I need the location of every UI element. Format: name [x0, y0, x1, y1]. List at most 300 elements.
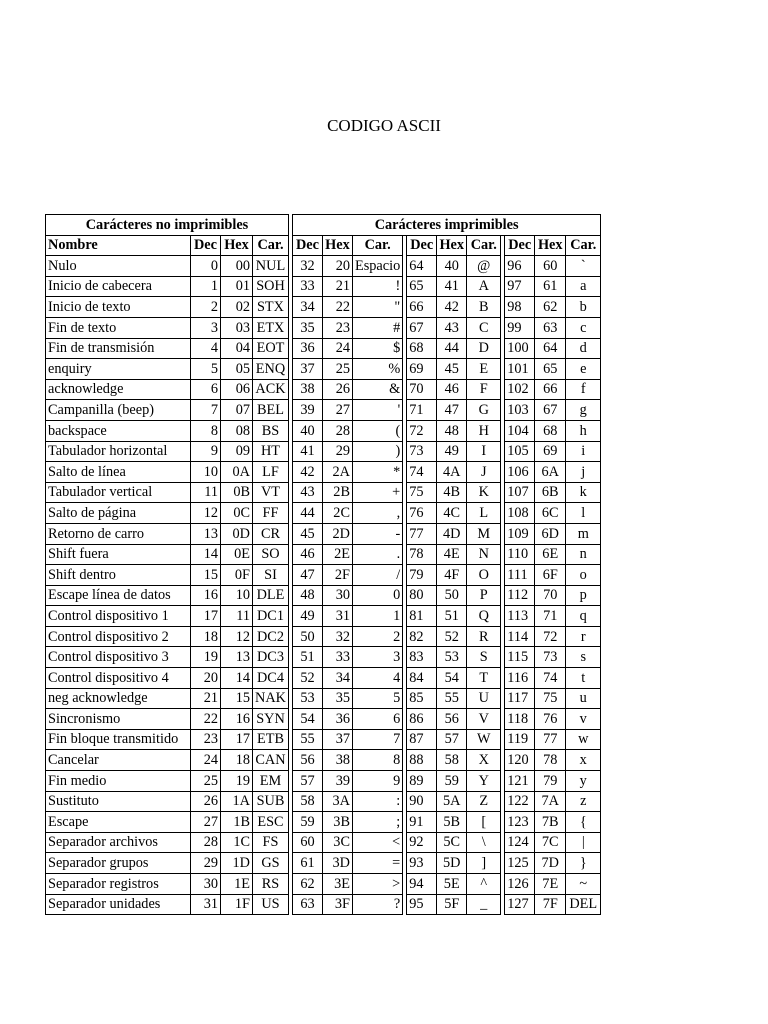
hex-cell: 0A — [221, 462, 253, 483]
control-name-cell: Separador archivos — [46, 832, 191, 853]
dec-cell: 23 — [191, 729, 221, 750]
hex-cell: 4C — [437, 503, 467, 524]
char-cell: } — [566, 853, 601, 874]
char-cell: z — [566, 791, 601, 812]
hex-cell: 33 — [322, 647, 352, 668]
char-cell: ESC — [253, 812, 289, 833]
hex-cell: 5D — [437, 853, 467, 874]
char-cell: A — [467, 276, 501, 297]
dec-cell: 62 — [292, 874, 322, 895]
dec-cell: 28 — [191, 832, 221, 853]
dec-cell: 60 — [292, 832, 322, 853]
dec-cell: 102 — [505, 379, 535, 400]
table-row — [46, 626, 601, 647]
dec-cell: 116 — [505, 668, 535, 689]
hex-cell: 59 — [437, 771, 467, 792]
dec-cell: 37 — [292, 359, 322, 380]
char-cell: SYN — [253, 709, 289, 730]
hex-cell: 55 — [437, 688, 467, 709]
hex-cell: 1C — [221, 832, 253, 853]
dec-cell: 107 — [505, 482, 535, 503]
char-cell: y — [566, 771, 601, 792]
char-cell: O — [467, 565, 501, 586]
control-name-cell: Escape línea de datos — [46, 585, 191, 606]
control-name-cell: Shift fuera — [46, 544, 191, 565]
hex-cell: 65 — [535, 359, 566, 380]
hex-cell: 3C — [322, 832, 352, 853]
char-cell: B — [467, 297, 501, 318]
char-cell: E — [467, 359, 501, 380]
hex-cell: 68 — [535, 420, 566, 441]
table-row — [46, 709, 601, 730]
char-cell: L — [467, 503, 501, 524]
hex-cell: 30 — [322, 585, 352, 606]
char-cell: $ — [352, 338, 402, 359]
char-cell: # — [352, 317, 402, 338]
control-name-cell: Salto de línea — [46, 462, 191, 483]
hex-cell: 20 — [322, 256, 352, 277]
dec-cell: 6 — [191, 379, 221, 400]
hex-cell: 02 — [221, 297, 253, 318]
hex-cell: 78 — [535, 750, 566, 771]
header-car: Car. — [253, 235, 289, 256]
dec-cell: 68 — [407, 338, 437, 359]
char-cell: K — [467, 482, 501, 503]
dec-cell: 31 — [191, 894, 221, 915]
hex-cell: 35 — [322, 688, 352, 709]
hex-cell: 3B — [322, 812, 352, 833]
dec-cell: 70 — [407, 379, 437, 400]
dec-cell: 109 — [505, 523, 535, 544]
hex-cell: 4A — [437, 462, 467, 483]
dec-cell: 96 — [505, 256, 535, 277]
hex-cell: 18 — [221, 750, 253, 771]
hex-cell: 25 — [322, 359, 352, 380]
char-cell: Y — [467, 771, 501, 792]
control-name-cell: acknowledge — [46, 379, 191, 400]
dec-cell: 108 — [505, 503, 535, 524]
char-cell: * — [352, 462, 402, 483]
char-cell: q — [566, 606, 601, 627]
hex-cell: 3F — [322, 894, 352, 915]
dec-cell: 24 — [191, 750, 221, 771]
control-name-cell: Fin de texto — [46, 317, 191, 338]
table-row — [46, 420, 601, 441]
hex-cell: 5A — [437, 791, 467, 812]
dec-cell: 39 — [292, 400, 322, 421]
hex-cell: 76 — [535, 709, 566, 730]
dec-cell: 76 — [407, 503, 437, 524]
dec-cell: 86 — [407, 709, 437, 730]
table-row — [46, 750, 601, 771]
hex-cell: 6F — [535, 565, 566, 586]
hex-cell: 36 — [322, 709, 352, 730]
char-cell: SI — [253, 565, 289, 586]
header-hex: Hex — [535, 235, 566, 256]
char-cell: @ — [467, 256, 501, 277]
table-row — [46, 668, 601, 689]
dec-cell: 9 — [191, 441, 221, 462]
dec-cell: 11 — [191, 482, 221, 503]
char-cell: U — [467, 688, 501, 709]
char-cell: ! — [352, 276, 402, 297]
char-cell: & — [352, 379, 402, 400]
char-cell: n — [566, 544, 601, 565]
char-cell: D — [467, 338, 501, 359]
control-name-cell: Cancelar — [46, 750, 191, 771]
hex-cell: 38 — [322, 750, 352, 771]
char-cell: P — [467, 585, 501, 606]
dec-cell: 0 — [191, 256, 221, 277]
dec-cell: 46 — [292, 544, 322, 565]
dec-cell: 103 — [505, 400, 535, 421]
char-cell: : — [352, 791, 402, 812]
char-cell: ] — [467, 853, 501, 874]
char-cell: V — [467, 709, 501, 730]
char-cell: ^ — [467, 874, 501, 895]
control-name-cell: Separador unidades — [46, 894, 191, 915]
table-row — [46, 894, 601, 915]
control-name-cell: Control dispositivo 4 — [46, 668, 191, 689]
char-cell: DC4 — [253, 668, 289, 689]
table-row — [46, 853, 601, 874]
hex-cell: 05 — [221, 359, 253, 380]
hex-cell: 4B — [437, 482, 467, 503]
char-cell: " — [352, 297, 402, 318]
dec-cell: 12 — [191, 503, 221, 524]
hex-cell: 7A — [535, 791, 566, 812]
hex-cell: 60 — [535, 256, 566, 277]
char-cell: c — [566, 317, 601, 338]
char-cell: SUB — [253, 791, 289, 812]
char-cell: Espacio — [352, 256, 402, 277]
char-cell: CAN — [253, 750, 289, 771]
hex-cell: 09 — [221, 441, 253, 462]
dec-cell: 48 — [292, 585, 322, 606]
dec-cell: 1 — [191, 276, 221, 297]
char-cell: T — [467, 668, 501, 689]
hex-cell: 34 — [322, 668, 352, 689]
dec-cell: 53 — [292, 688, 322, 709]
char-cell: p — [566, 585, 601, 606]
dec-cell: 72 — [407, 420, 437, 441]
table-row — [46, 874, 601, 895]
dec-cell: 22 — [191, 709, 221, 730]
dec-cell: 121 — [505, 771, 535, 792]
char-cell: US — [253, 894, 289, 915]
char-cell: S — [467, 647, 501, 668]
char-cell: 9 — [352, 771, 402, 792]
char-cell: e — [566, 359, 601, 380]
char-cell: ETB — [253, 729, 289, 750]
hex-cell: 67 — [535, 400, 566, 421]
hex-cell: 3D — [322, 853, 352, 874]
dec-cell: 71 — [407, 400, 437, 421]
header-dec: Dec — [407, 235, 437, 256]
hex-cell: 12 — [221, 626, 253, 647]
hex-cell: 2F — [322, 565, 352, 586]
dec-cell: 2 — [191, 297, 221, 318]
hex-cell: 06 — [221, 379, 253, 400]
char-cell: DC1 — [253, 606, 289, 627]
page-title: CODIGO ASCII — [327, 116, 441, 135]
char-cell: ? — [352, 894, 402, 915]
char-cell: ; — [352, 812, 402, 833]
dec-cell: 81 — [407, 606, 437, 627]
char-cell: 8 — [352, 750, 402, 771]
hex-cell: 71 — [535, 606, 566, 627]
dec-cell: 104 — [505, 420, 535, 441]
hex-cell: 6E — [535, 544, 566, 565]
table-row — [46, 832, 601, 853]
hex-cell: 29 — [322, 441, 352, 462]
hex-cell: 24 — [322, 338, 352, 359]
header-name: Nombre — [46, 235, 191, 256]
char-cell: x — [566, 750, 601, 771]
char-cell: r — [566, 626, 601, 647]
hex-cell: 50 — [437, 585, 467, 606]
char-cell: Z — [467, 791, 501, 812]
char-cell: 0 — [352, 585, 402, 606]
char-cell: N — [467, 544, 501, 565]
char-cell: / — [352, 565, 402, 586]
char-cell: FF — [253, 503, 289, 524]
char-cell: ' — [352, 400, 402, 421]
control-name-cell: Retorno de carro — [46, 523, 191, 544]
table-row — [46, 359, 601, 380]
dec-cell: 25 — [191, 771, 221, 792]
hex-cell: 15 — [221, 688, 253, 709]
hex-cell: 58 — [437, 750, 467, 771]
hex-cell: 6A — [535, 462, 566, 483]
dec-cell: 94 — [407, 874, 437, 895]
char-cell: BEL — [253, 400, 289, 421]
char-cell: - — [352, 523, 402, 544]
control-name-cell: Fin medio — [46, 771, 191, 792]
hex-cell: 01 — [221, 276, 253, 297]
table-row — [46, 276, 601, 297]
hex-cell: 79 — [535, 771, 566, 792]
control-name-cell: Separador registros — [46, 874, 191, 895]
hex-cell: 43 — [437, 317, 467, 338]
dec-cell: 100 — [505, 338, 535, 359]
hex-cell: 56 — [437, 709, 467, 730]
dec-cell: 56 — [292, 750, 322, 771]
hex-cell: 0F — [221, 565, 253, 586]
control-name-cell: Control dispositivo 1 — [46, 606, 191, 627]
hex-cell: 13 — [221, 647, 253, 668]
hex-cell: 1F — [221, 894, 253, 915]
dec-cell: 123 — [505, 812, 535, 833]
dec-cell: 13 — [191, 523, 221, 544]
hex-cell: 2B — [322, 482, 352, 503]
char-cell: 3 — [352, 647, 402, 668]
hex-cell: 64 — [535, 338, 566, 359]
table-row — [46, 729, 601, 750]
hex-cell: 04 — [221, 338, 253, 359]
hex-cell: 28 — [322, 420, 352, 441]
dec-cell: 27 — [191, 812, 221, 833]
hex-cell: 53 — [437, 647, 467, 668]
header-hex: Hex — [322, 235, 352, 256]
char-cell: EM — [253, 771, 289, 792]
hex-cell: 1A — [221, 791, 253, 812]
table-row — [46, 317, 601, 338]
char-cell: GS — [253, 853, 289, 874]
hex-cell: 11 — [221, 606, 253, 627]
hex-cell: 1E — [221, 874, 253, 895]
control-name-cell: enquiry — [46, 359, 191, 380]
char-cell: % — [352, 359, 402, 380]
char-cell: d — [566, 338, 601, 359]
char-cell: DLE — [253, 585, 289, 606]
header-dec: Dec — [292, 235, 322, 256]
control-name-cell: Control dispositivo 3 — [46, 647, 191, 668]
dec-cell: 59 — [292, 812, 322, 833]
dec-cell: 58 — [292, 791, 322, 812]
dec-cell: 29 — [191, 853, 221, 874]
char-cell: s — [566, 647, 601, 668]
hex-cell: 4F — [437, 565, 467, 586]
dec-cell: 97 — [505, 276, 535, 297]
hex-cell: 5F — [437, 894, 467, 915]
char-cell: w — [566, 729, 601, 750]
hex-cell: 73 — [535, 647, 566, 668]
control-name-cell: Sincronismo — [46, 709, 191, 730]
dec-cell: 57 — [292, 771, 322, 792]
char-cell: ) — [352, 441, 402, 462]
hex-cell: 27 — [322, 400, 352, 421]
char-cell: CR — [253, 523, 289, 544]
dec-cell: 65 — [407, 276, 437, 297]
dec-cell: 49 — [292, 606, 322, 627]
hex-cell: 75 — [535, 688, 566, 709]
char-cell: . — [352, 544, 402, 565]
dec-cell: 44 — [292, 503, 322, 524]
dec-cell: 51 — [292, 647, 322, 668]
hex-cell: 2A — [322, 462, 352, 483]
hex-cell: 4E — [437, 544, 467, 565]
hex-cell: 17 — [221, 729, 253, 750]
dec-cell: 32 — [292, 256, 322, 277]
dec-cell: 18 — [191, 626, 221, 647]
char-cell: DEL — [566, 894, 601, 915]
hex-cell: 00 — [221, 256, 253, 277]
hex-cell: 5E — [437, 874, 467, 895]
hex-cell: 3E — [322, 874, 352, 895]
char-cell: VT — [253, 482, 289, 503]
dec-cell: 26 — [191, 791, 221, 812]
header-dec: Dec — [505, 235, 535, 256]
char-cell: 4 — [352, 668, 402, 689]
char-cell: l — [566, 503, 601, 524]
char-cell: ~ — [566, 874, 601, 895]
char-cell: b — [566, 297, 601, 318]
char-cell: i — [566, 441, 601, 462]
dec-cell: 61 — [292, 853, 322, 874]
char-cell: Q — [467, 606, 501, 627]
table-row — [46, 812, 601, 833]
hex-cell: 70 — [535, 585, 566, 606]
dec-cell: 38 — [292, 379, 322, 400]
dec-cell: 83 — [407, 647, 437, 668]
char-cell: SO — [253, 544, 289, 565]
char-cell: g — [566, 400, 601, 421]
dec-cell: 19 — [191, 647, 221, 668]
dec-cell: 80 — [407, 585, 437, 606]
char-cell: 1 — [352, 606, 402, 627]
char-cell: M — [467, 523, 501, 544]
dec-cell: 92 — [407, 832, 437, 853]
hex-cell: 5B — [437, 812, 467, 833]
dec-cell: 21 — [191, 688, 221, 709]
dec-cell: 34 — [292, 297, 322, 318]
dec-cell: 5 — [191, 359, 221, 380]
char-cell: LF — [253, 462, 289, 483]
dec-cell: 35 — [292, 317, 322, 338]
control-name-cell: backspace — [46, 420, 191, 441]
char-cell: ` — [566, 256, 601, 277]
hex-cell: 6D — [535, 523, 566, 544]
hex-cell: 7D — [535, 853, 566, 874]
dec-cell: 119 — [505, 729, 535, 750]
char-cell: W — [467, 729, 501, 750]
dec-cell: 74 — [407, 462, 437, 483]
dec-cell: 55 — [292, 729, 322, 750]
ascii-table — [45, 214, 601, 915]
hex-cell: 52 — [437, 626, 467, 647]
control-name-cell: Sustituto — [46, 791, 191, 812]
hex-cell: 44 — [437, 338, 467, 359]
table-row — [46, 771, 601, 792]
hex-cell: 1D — [221, 853, 253, 874]
hex-cell: 63 — [535, 317, 566, 338]
char-cell: o — [566, 565, 601, 586]
hex-cell: 3A — [322, 791, 352, 812]
char-cell: _ — [467, 894, 501, 915]
hex-cell: 2E — [322, 544, 352, 565]
hex-cell: 07 — [221, 400, 253, 421]
dec-cell: 101 — [505, 359, 535, 380]
dec-cell: 91 — [407, 812, 437, 833]
hex-cell: 7B — [535, 812, 566, 833]
dec-cell: 10 — [191, 462, 221, 483]
dec-cell: 8 — [191, 420, 221, 441]
char-cell: m — [566, 523, 601, 544]
group-title-nonprintable: Carácteres no imprimibles — [46, 215, 289, 236]
table-row — [46, 585, 601, 606]
char-cell: { — [566, 812, 601, 833]
dec-cell: 78 — [407, 544, 437, 565]
dec-cell: 110 — [505, 544, 535, 565]
control-name-cell: Separador grupos — [46, 853, 191, 874]
char-cell: ETX — [253, 317, 289, 338]
char-cell: [ — [467, 812, 501, 833]
control-name-cell: Tabulador vertical — [46, 482, 191, 503]
hex-cell: 77 — [535, 729, 566, 750]
control-name-cell: Fin bloque transmitido — [46, 729, 191, 750]
dec-cell: 95 — [407, 894, 437, 915]
dec-cell: 50 — [292, 626, 322, 647]
control-name-cell: neg acknowledge — [46, 688, 191, 709]
dec-cell: 40 — [292, 420, 322, 441]
dec-cell: 66 — [407, 297, 437, 318]
dec-cell: 36 — [292, 338, 322, 359]
hex-cell: 16 — [221, 709, 253, 730]
header-car: Car. — [352, 235, 402, 256]
dec-cell: 87 — [407, 729, 437, 750]
hex-cell: 39 — [322, 771, 352, 792]
